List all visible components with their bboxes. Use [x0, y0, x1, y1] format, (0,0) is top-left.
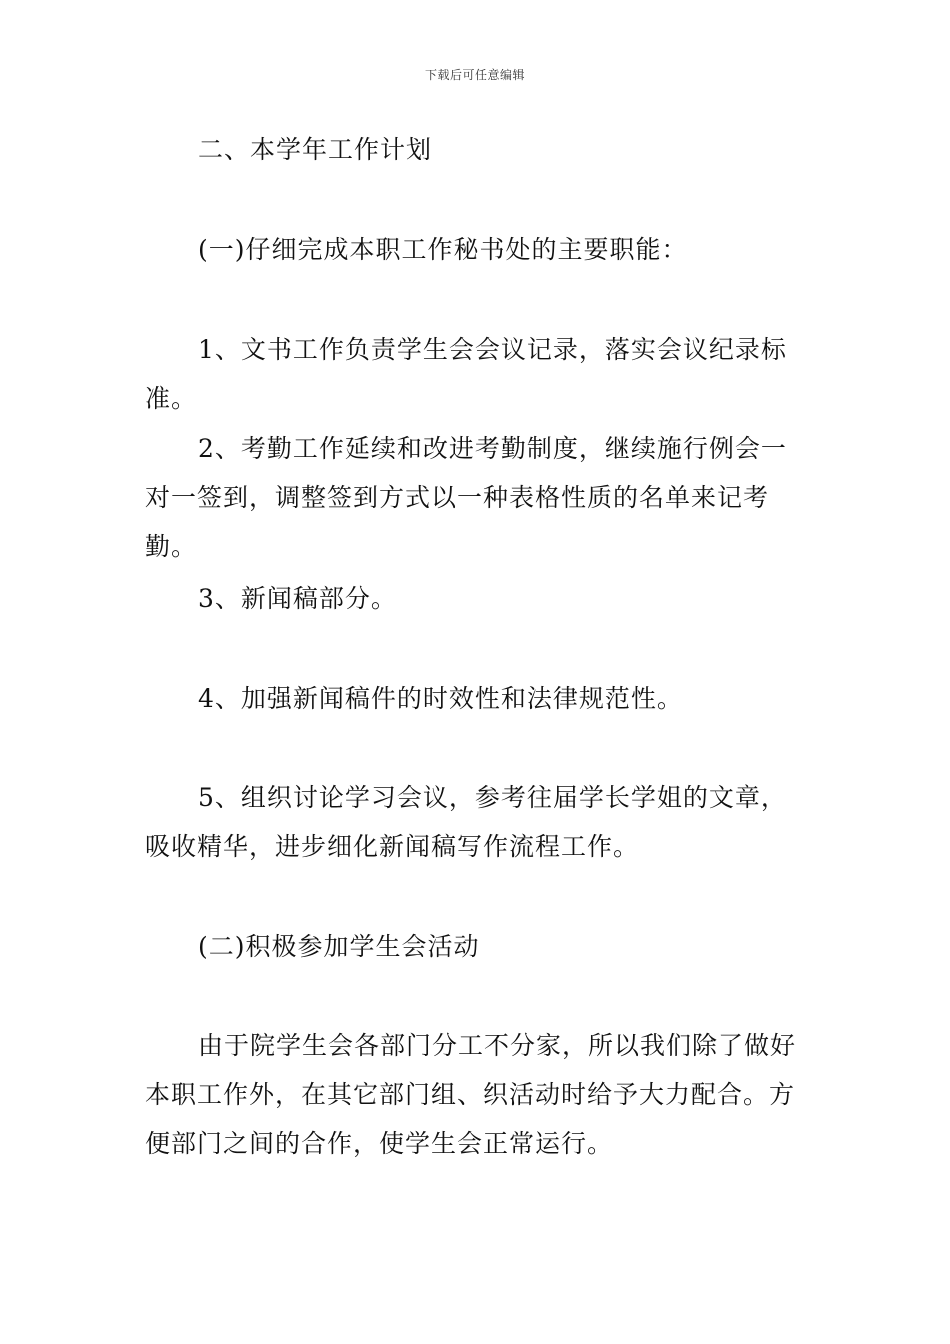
paragraph-text: 二、本学年工作计划 [198, 135, 433, 164]
paragraph-text: (一)仔细完成本职工作秘书处的主要职能： [198, 235, 688, 264]
subsection-heading-activities [145, 922, 810, 971]
header-note: 下载后可任意编辑 [424, 68, 525, 82]
paragraph-text: 4、加强新闻稿件的时效性和法律规范性。 [198, 684, 683, 713]
list-item-1 [145, 325, 810, 423]
paragraph-text: 由于院学生会各部门分工不分家，所以我们除了做好本职工作外，在其它部门组、织活动时给予大力配合。方便部门之间的合作，使学生会正常运行。 [145, 1031, 797, 1158]
subsection-heading-duties [145, 225, 810, 274]
paragraph-text: 5、组织讨论学习会议，参考往届学长学姐的文章，吸收精华，进步细化新闻稿写作流程工作。 [145, 783, 787, 861]
paragraph-text: 1、文书工作负责学生会会议记录，落实会议纪录标准。 [145, 335, 787, 413]
list-item-2 [145, 424, 810, 571]
paragraph-text: 2、考勤工作延续和改进考勤制度，继续施行例会一对一签到，调整签到方式以一种表格性质的名单来记考勤。 [145, 434, 787, 561]
section-heading-work-plan [145, 125, 810, 174]
body-paragraph-cooperation [145, 1021, 810, 1168]
list-item-5 [145, 773, 810, 871]
paragraph-text: (二)积极参加学生会活动 [198, 932, 480, 961]
paragraph-text: 3、新闻稿部分。 [198, 584, 397, 613]
list-item-4 [145, 674, 810, 723]
list-item-3 [145, 574, 810, 623]
